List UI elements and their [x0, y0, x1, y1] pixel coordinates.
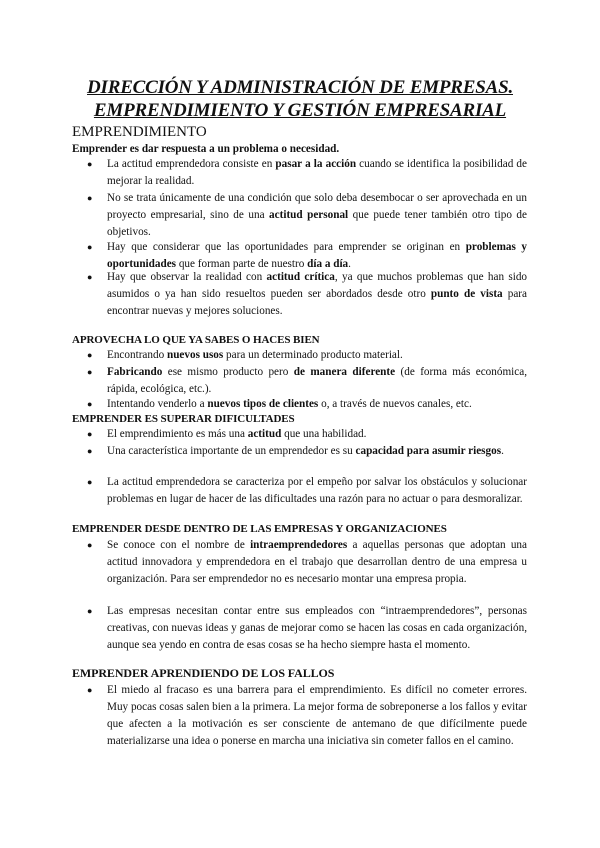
document-title-line-2: EMPRENDIMIENTO Y GESTIÓN EMPRESARIAL [93, 100, 507, 121]
bold-run: de manera diferente [293, 366, 396, 378]
bold-run: problemas y oportunidades [107, 241, 527, 270]
list-item [87, 603, 527, 654]
list-item [87, 347, 527, 364]
text-run: que forman parte de nuestro [176, 258, 308, 270]
bullet-icon: ● [87, 159, 93, 169]
text-run: Hay que observar la realidad con [107, 271, 267, 283]
bullet-icon: ● [87, 350, 93, 360]
section-heading-desde-dentro: EMPRENDER DESDE DENTRO DE LAS EMPRESAS Y ORGANIZACIONES [72, 523, 447, 535]
list-item [87, 396, 527, 413]
text-run: , ya que muchos problemas que han sido asumidos o ya han sido resueltos pueden ser abordados desde otro [107, 271, 528, 300]
text-run: . [348, 258, 351, 270]
text-run: para un determinado producto material. [223, 349, 403, 361]
bullet-icon: ● [87, 242, 93, 252]
bullet-icon: ● [87, 193, 93, 203]
bold-run: capacidad para asumir riesgos [355, 445, 502, 457]
section-heading-aprovecha: APROVECHA LO QUE YA SABES O HACES BIEN [72, 334, 320, 346]
text-run: El miedo al fracaso es una barrera para el emprendimiento. Es difícil no cometer errores. Muy pocas cosas salen bien a la primera. La mejor forma de sobreponerse a los fallos y evitar que afecten a la motivación es ser consciente de antemano de que difícilmente puede materializarse una idea o ponerse en marcha una iniciativa sin cometer fallos en el camino. [107, 684, 527, 747]
bullet-icon: ● [87, 429, 93, 439]
list-item [87, 426, 527, 443]
text-run: La actitud emprendedora se caracteriza por el empeño por salvar los obstáculos y solucionar problemas en lugar de hacer de las dificultades una razón para no actuar o para desmoralizar. [107, 476, 527, 505]
list-item [87, 537, 527, 588]
text-run: Intentando venderlo a [107, 398, 208, 410]
text-run: . [501, 445, 504, 457]
list-item [87, 156, 527, 190]
bold-run: punto de vista [430, 288, 503, 300]
text-run: o, a través de nuevos canales, etc. [318, 398, 472, 410]
bold-run: actitud [247, 428, 282, 440]
bullet-icon: ● [87, 399, 93, 409]
intro-statement: Emprender es dar respuesta a un problema o necesidad. [72, 143, 340, 155]
text-run: ese mismo producto pero [162, 366, 294, 378]
bold-run: Fabricando [107, 366, 163, 378]
section-heading-aprendiendo-fallos: EMPRENDER APRENDIENDO DE LOS FALLOS [72, 666, 335, 680]
text-run: a aquellas personas que adoptan una actitud innovadora y emprendedora en el trabajo que desarrollan dentro de una empresa u organización. Para ser emprendedor no es necesario montar una empresa propia. [107, 539, 527, 585]
list-item [87, 269, 528, 320]
bold-run: nuevos tipos de clientes [207, 398, 319, 410]
list-item [87, 364, 527, 398]
text-run: La actitud emprendedora consiste en [107, 158, 276, 170]
text-run: Las empresas necesitan contar entre sus empleados con “intraemprendedores”, personas creativas, con nuevas ideas y ganas de mejorar como se hacen las cosas en cada organización, aunque sea yendo en contra de esas cosas se ha hecho siempre hasta el momento. [107, 605, 527, 651]
bold-run: actitud crítica [266, 271, 335, 283]
text-run: Una característica importante de un emprendedor es su [107, 445, 356, 457]
bullet-icon: ● [87, 540, 93, 550]
list-item [87, 682, 527, 750]
section-heading-superar-dificultades: EMPRENDER ES SUPERAR DIFICULTADES [72, 413, 295, 425]
text-run: El emprendimiento es más una [107, 428, 248, 440]
list-item [87, 474, 527, 508]
bullet-icon: ● [87, 477, 93, 487]
text-run: Se conoce con el nombre de [107, 539, 251, 551]
section-heading-emprendimiento: EMPRENDIMIENTO [72, 124, 207, 140]
bullet-icon: ● [87, 367, 93, 377]
list-item [87, 443, 527, 460]
bold-run: nuevos usos [166, 349, 224, 361]
document-title-line-1: DIRECCIÓN Y ADMINISTRACIÓN DE EMPRESAS. [87, 77, 513, 98]
text-run: para encontrar nuevas y mejores soluciones. [107, 288, 527, 317]
bullet-icon: ● [87, 685, 93, 695]
text-run: cuando se identifica la posibilidad de mejorar la realidad. [107, 158, 527, 187]
bold-run: intraemprendedores [250, 539, 348, 551]
list-item [87, 239, 527, 273]
text-run: Hay que considerar que las oportunidades para emprender se originan en [107, 241, 466, 253]
bold-run: día a día [307, 258, 349, 270]
bold-run: pasar a la acción [275, 158, 357, 170]
text-run: No se trata únicamente de una condición que solo deba desembocar o ser aprovechada en un proyecto empresarial, sino de una [107, 192, 527, 221]
text-run: que puede tener también otro tipo de objetivos. [107, 209, 527, 238]
bullet-icon: ● [87, 446, 93, 456]
bullet-icon: ● [87, 606, 93, 616]
text-run: Encontrando [107, 349, 167, 361]
bold-run: actitud personal [269, 209, 349, 221]
text-run: que una habilidad. [281, 428, 367, 440]
list-item [87, 190, 527, 241]
text-run: (de forma más económica, rápida, ecológica, etc.). [107, 366, 527, 395]
bullet-icon: ● [87, 272, 93, 282]
